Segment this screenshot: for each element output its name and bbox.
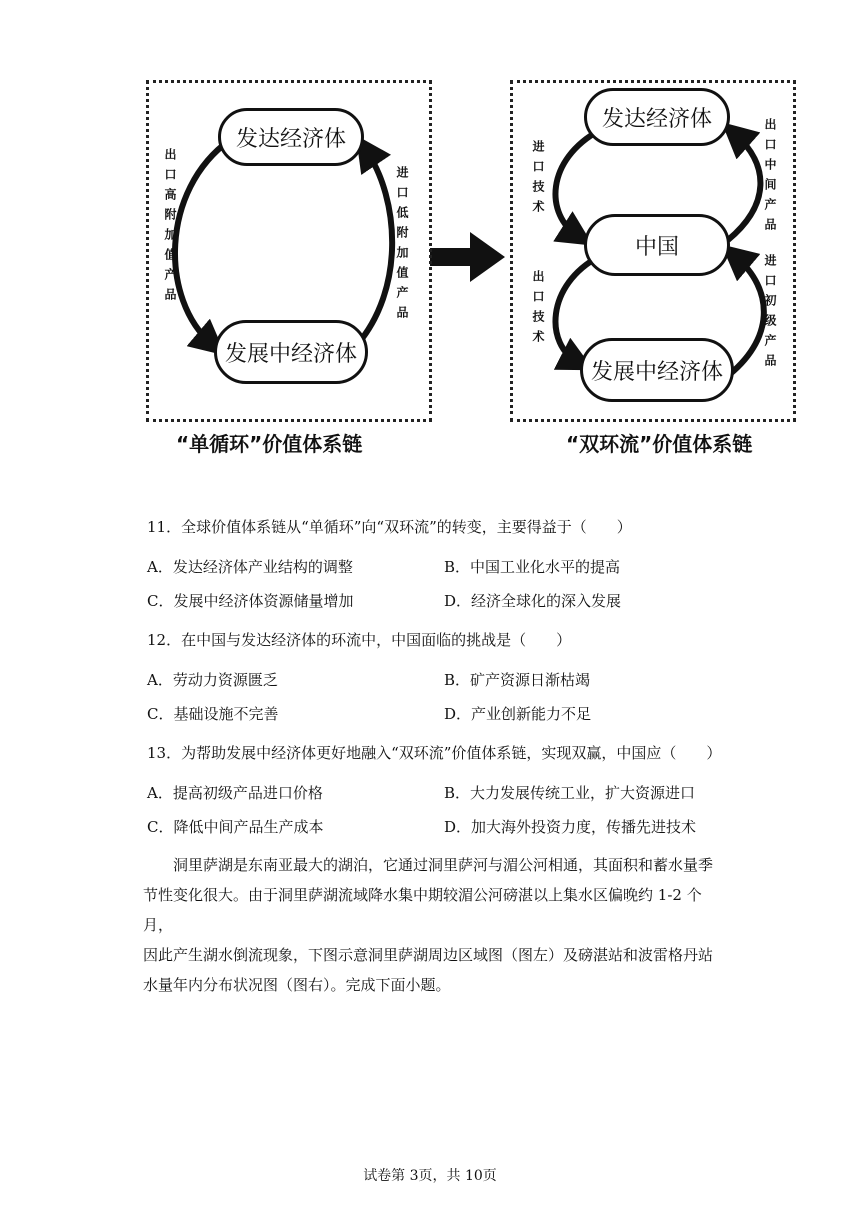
question-13-option-a: A．提高初级产品进口价格 (147, 784, 323, 802)
question-11-option-b: B．中国工业化水平的提高 (444, 558, 621, 576)
question-11-option-c: C．发展中经济体资源储量增加 (147, 592, 354, 610)
question-12-option-c: C．基础设施不完善 (147, 705, 279, 723)
passage-line: 节性变化很大。由于洞里萨湖流域降水集中期较湄公河磅湛以上集水区偏晚约 1-2 个月， (143, 886, 702, 934)
question-13-option-c: C．降低中间产品生产成本 (147, 818, 324, 836)
import-primary-label: 进口初级产品 (763, 254, 777, 374)
export-tech-label: 出口技术 (531, 270, 545, 350)
question-13-option-b: B．大力发展传统工业，扩大资源进口 (444, 784, 696, 802)
right-arrow-label: 进口低附加值产品 (395, 166, 409, 326)
left-node-developed: 发达经济体 (218, 108, 364, 166)
question-13-stem: 13．为帮助发展中经济体更好地融入“双环流”价值体系链，实现双赢，中国应（ ） (147, 744, 722, 762)
export-intermediate-label: 出口中间产品 (763, 118, 777, 238)
question-12-stem: 12．在中国与发达经济体的环流中，中国面临的挑战是（ ） (147, 631, 572, 649)
question-12-option-a: A．劳动力资源匮乏 (147, 671, 278, 689)
question-12-option-d: D．产业创新能力不足 (444, 705, 592, 723)
right-node-china: 中国 (584, 214, 730, 276)
question-11-stem: 11．全球价值体系链从“单循环”向“双环流”的转变，主要得益于（ ） (147, 518, 632, 536)
left-node-developing: 发展中经济体 (214, 320, 368, 384)
right-node-developing: 发展中经济体 (580, 338, 734, 402)
page-footer: 试卷第 3页，共 10页 (363, 1168, 497, 1184)
question-13-option-d: D．加大海外投资力度，传播先进技术 (444, 818, 697, 836)
import-tech-label: 进口技术 (531, 140, 545, 220)
left-arrow-label: 出口高附加值产品 (163, 148, 177, 308)
question-11-option-a: A．发达经济体产业结构的调整 (147, 558, 353, 576)
single-cycle-caption: “单循环”价值体系链 (176, 432, 363, 456)
passage-line: 因此产生湖水倒流现象，下图示意洞里萨湖周边区域图（图左）及磅湛站和波雷格丹站 (143, 946, 714, 964)
passage-line: 水量年内分布状况图（图右）。完成下面小题。 (143, 976, 451, 994)
dual-cycle-caption: “双环流”价值体系链 (566, 432, 753, 456)
reading-passage (143, 850, 723, 1000)
question-12-option-b: B．矿产资源日渐枯竭 (444, 671, 591, 689)
transition-arrow (430, 232, 505, 282)
passage-line: 洞里萨湖是东南亚最大的湖泊，它通过洞里萨河与湄公河相通，其面积和蓄水量季 (143, 856, 714, 874)
right-node-developed: 发达经济体 (584, 88, 730, 146)
question-11-option-d: D．经济全球化的深入发展 (444, 592, 622, 610)
